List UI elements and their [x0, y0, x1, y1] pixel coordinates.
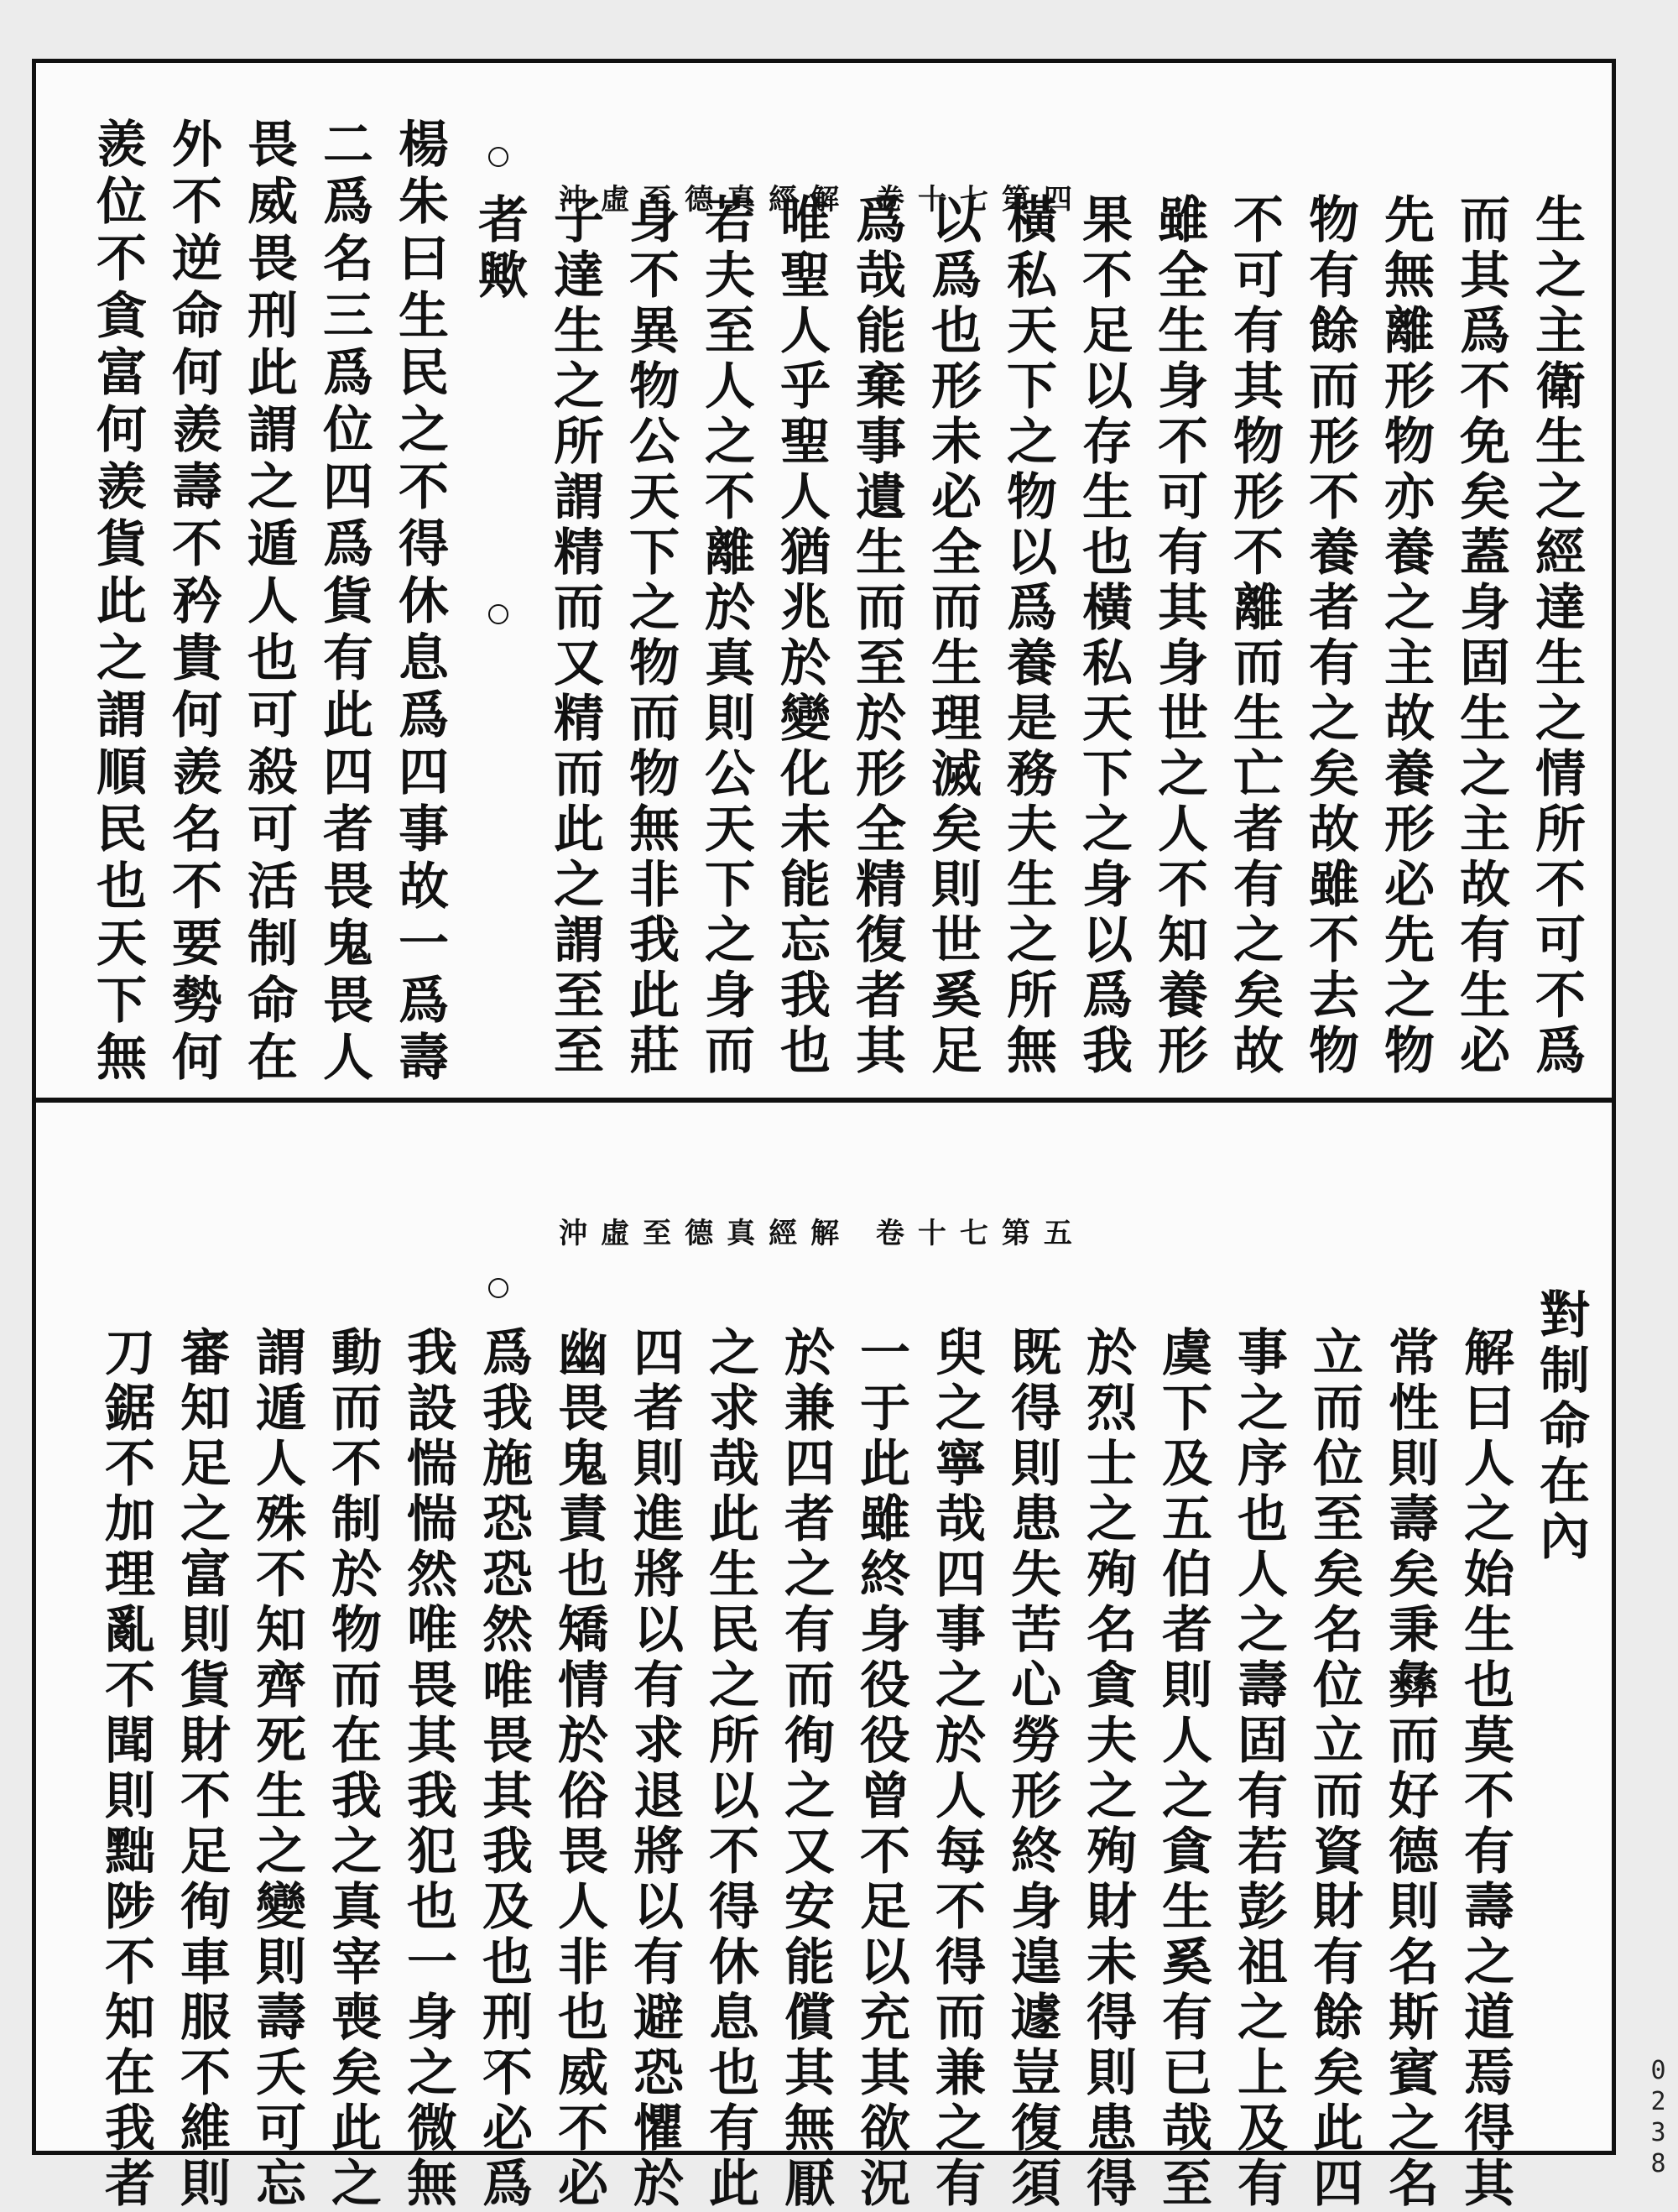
text-column: 爲哉能棄事遺生而至於形全精復者其	[847, 193, 906, 1079]
text-column: 對制命在內	[1531, 1288, 1590, 1565]
text-column: 雖全生身不可有其身世之人不知養形	[1149, 193, 1208, 1079]
text-column: 不可有其物形不離而生亡者有之矣故	[1225, 193, 1284, 1079]
text-column: 而其爲不免矣蓋身固生之主故有生必	[1451, 193, 1510, 1079]
text-column: 虞下及五伯者則人之貪生奚有已哉至	[1154, 1326, 1212, 2212]
text-column: 果不足以存生也橫私天下之身以爲我	[1074, 193, 1133, 1079]
text-column: 外不逆命何羨壽不矜貴何羨名不要勢何	[164, 117, 222, 1088]
text-column: 生之主衛生之經達生之情所不可不爲	[1527, 193, 1586, 1079]
text-column: 子達生之所謂精而又精而此之謂至至	[545, 193, 604, 1079]
text-column: 物有餘而形不養者有之矣故雖不去物	[1300, 193, 1359, 1079]
text-column: 謂遁人殊不知齊死生之變則壽夭可忘	[248, 1326, 306, 2212]
text-column: 既得則患失苦心勞形終身遑遽豈復須	[1003, 1326, 1061, 2212]
text-column: 事之序也人之壽固有若彭祖之上及有	[1229, 1326, 1288, 2212]
text-column: 唯聖人乎聖人猶兆於變化未能忘我也	[772, 193, 831, 1079]
text-column: 於兼四者之有而徇之又安能償其無厭	[776, 1326, 835, 2212]
top-page	[67, 67, 1586, 1088]
text-column: 四者則進將以有求退將以有避恐懼於	[625, 1326, 684, 2212]
text-column: 解曰人之始生也莫不有壽之道焉得其	[1456, 1326, 1514, 2212]
punctuation-circle-icon	[488, 147, 508, 167]
punctuation-circle-icon	[488, 1278, 508, 1298]
text-column: 我設惴惴然唯畏其我犯也一身之微無	[399, 1326, 457, 2212]
text-column: 審知足之富則貨財不足徇車服不維則	[172, 1326, 231, 2212]
page-number: 0238	[1644, 2056, 1673, 2180]
text-column: 二爲名三爲位四爲貨有此四者畏鬼畏人	[315, 117, 373, 1088]
text-column: 幽畏鬼責也矯情於俗畏人非也威不必	[550, 1326, 608, 2212]
text-column: 立而位至矣名位立而資財有餘矣此四	[1305, 1326, 1363, 2212]
text-column: 橫私天下之物以爲養是務夫生之所無	[998, 193, 1057, 1079]
text-column: 動而不制於物而在我之真宰喪矣此之	[323, 1326, 382, 2212]
text-column: 若夫至人之不離於真則公天下之身而	[696, 193, 755, 1079]
bottom-page	[67, 1112, 1590, 2212]
text-column: 羨位不貪富何羨貨此之謂順民也天下無	[88, 117, 147, 1088]
text-column: 一于此雖終身役役曾不足以充其欲況	[852, 1326, 910, 2212]
text-column: 楊朱曰生民之不得休息爲四事故一爲壽	[390, 117, 449, 1088]
text-column: 於烈士之殉名貪夫之殉財未得則患得	[1078, 1326, 1137, 2212]
text-column: 者歟	[470, 193, 529, 304]
page-header: 沖虛至德真經解 卷十七第四	[559, 183, 1086, 217]
text-column: 臾之寧哉四事之於人每不得而兼之有	[927, 1326, 986, 2212]
text-column: 以爲也形未必全而生理滅矣則世奚足	[923, 193, 982, 1079]
text-column: 之求哉此生民之所以不得休息也有此	[701, 1326, 759, 2212]
text-column: 先無離形物亦養之主故養形必先之物	[1376, 193, 1435, 1079]
text-column: 刀鋸不加理亂不聞則黜陟不知在我者	[96, 1326, 155, 2212]
text-column: 爲我施恐恐然唯畏其我及也刑不必爲	[474, 1326, 533, 2212]
page-header: 沖虛至德真經解 卷十七第五	[559, 1217, 1086, 1250]
punctuation-circle-icon	[488, 604, 508, 624]
text-column: 畏威畏刑此謂之遁人也可殺可活制命在	[239, 117, 298, 1088]
page-divider	[32, 1098, 1616, 1103]
text-column: 常性則壽矣秉彝而好德則名斯賓之名	[1380, 1326, 1439, 2212]
text-column: 身不異物公天下之物而物無非我此莊	[621, 193, 680, 1079]
